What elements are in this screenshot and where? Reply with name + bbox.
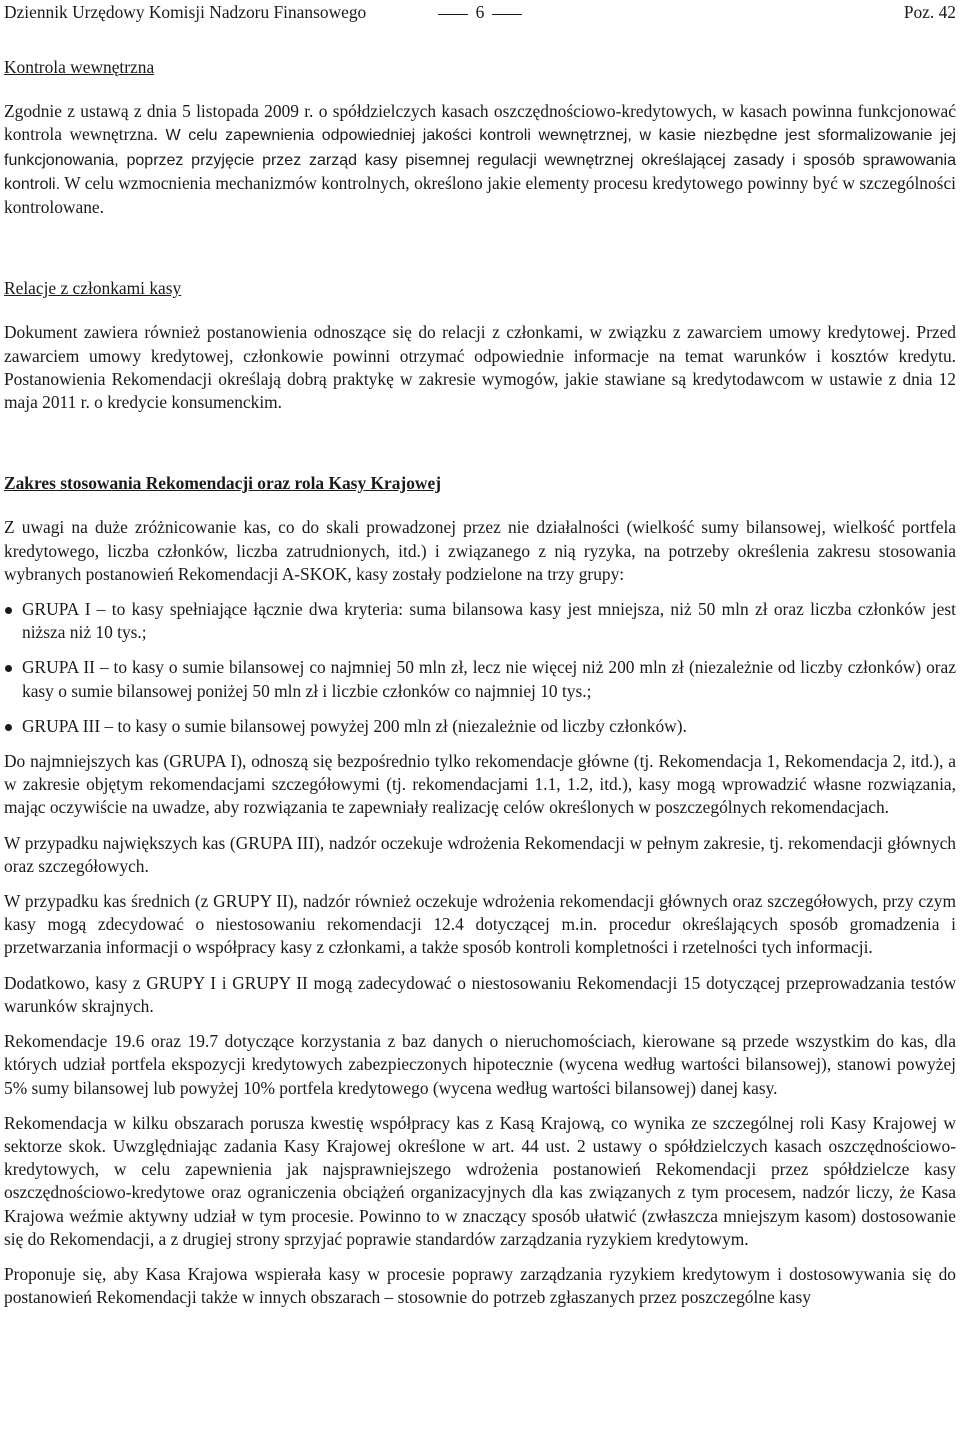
paragraph-kontrola-c: W celu wzmocnienia mechanizmów kontrolnych, określono jakie elementy procesu kredytowego powinny być w szczególności kontrolowane. bbox=[4, 172, 956, 218]
paragraph-kontrola-b: W celu zapewnienia odpowiedniej jakości kontroli wewnętrznej, w kasie niezbędne jest sformalizowanie jej funkcjonowania, poprzez przyjęcie przez zarząd kasy pisemnej regulacji wewnętrznej określającej zasady i sposób sprawowania kontroli. bbox=[4, 127, 956, 193]
group-text-2: GRUPA II – to kasy o sumie bilansowej co najmniej 50 mln zł, lecz nie więcej niż 200 mln zł (niezależnie od liczby członków) oraz kasy o sumie bilansowej poniżej 50 mln zł i liczbie członków co najmniej 10 tys.; bbox=[22, 657, 956, 701]
paragraph-relacje: Dokument zawiera również postanowienia odnoszące się do relacji z członkami, w związku z zawarciem umowy kredytowej. Przed zawarciem umowy kredytowej, członkowie powinni otrzymać odpowiednie informacje na temat warunków i kosztów kredytu. Postanowienia Rekomendacji określają dobrą praktykę w zakresie wymogów, jakie stawiane są kredytodawcom w ustawie z dnia 12 maja 2011 r. o kredycie konsumenckim. bbox=[4, 322, 956, 413]
paragraph-zakres-8: Proponuje się, aby Kasa Krajowa wspierała kasy w procesie poprawy zarządzania ryzykiem kredytowym i dostosowywania się do postanowień Rekomendacji także w innych obszarach – stosownie do potrzeb zgłaszanych przez poszczególne kasy bbox=[4, 1263, 956, 1308]
group-list bbox=[4, 598, 956, 738]
group-text-1: GRUPA I – to kasy spełniające łącznie dwa kryteria: suma bilansowa kasy jest mniejsza, niż 50 mln zł oraz liczba członków jest niższa niż 10 tys.; bbox=[22, 599, 956, 643]
group-item-3 bbox=[4, 715, 956, 738]
position-number: Poz. 42 bbox=[903, 2, 956, 22]
paragraph-kontrola bbox=[4, 100, 956, 219]
page-header bbox=[4, 0, 956, 24]
journal-title: Dziennik Urzędowy Komisji Nadzoru Finansowego bbox=[4, 2, 367, 22]
section-title-relacje: Relacje z członkami kasy bbox=[4, 278, 182, 299]
paragraph-zakres-4: W przypadku kas średnich (z GRUPY II), nadzór również oczekuje wdrożenia rekomendacji głównych oraz szczegółowych, przy czym kasy mogą zdecydować o niestosowaniu rekomendacji 12.4 dotyczącej m.in. procedur określających sposób gromadzenia i przetwarzania informacji o współpracy kasy z członkami, a także sposób kontroli kompletności i rzetelności tych informacji. bbox=[4, 891, 956, 958]
group-item-1 bbox=[4, 598, 956, 644]
paragraph-kontrola-a: Zgodnie z ustawą z dnia 5 listopada 2009 r. o spółdzielczych kasach oszczędnościowo-kredytowych, w kasach powinna funkcjonować kontrola wewnętrzna. bbox=[4, 101, 956, 145]
paragraph-zakres-intro: Z uwagi na duże zróżnicowanie kas, co do skali prowadzonej przez nie działalności (wielkość sumy bilansowej, wielkość portfela kredytowego, liczba członków, liczba zatrudnionych, itd.) i związanego z nią ryzyka, na potrzeby określenia zakresu stosowania wybranych postanowień Rekomendacji A-SKOK, kasy zostały podzielone na trzy grupy: bbox=[4, 517, 956, 584]
paragraph-zakres-5: Dodatkowo, kasy z GRUPY I i GRUPY II mogą zadecydować o niestosowaniu Rekomendacji 15 dotyczącej przeprowadzania testów warunków skrajnych. bbox=[4, 972, 956, 1016]
bullet-icon bbox=[5, 724, 12, 731]
paragraph-zakres-6: Rekomendacje 19.6 oraz 19.7 dotyczące korzystania z baz danych o nieruchomościach, kierowane są przede wszystkim do kas, dla których udział portfela ekspozycji kredytowych zabezpieczonych hipotecznie (wycena według wartości bilansowej), stanowi powyżej 5% sumy bilansowej lub powyżej 10% portfela kredytowego (wycena według wartości bilansowej) danej kasy. bbox=[4, 1031, 956, 1098]
paragraph-zakres-3: W przypadku największych kas (GRUPA III), nadzór oczekuje wdrożenia Rekomendacji w pełnym zakresie, tj. rekomendacji głównych oraz szczegółowych. bbox=[4, 832, 956, 876]
dash-right bbox=[492, 14, 522, 15]
paragraph-zakres-7: Rekomendacja w kilku obszarach porusza kwestię współpracy kas z Kasą Krajową, co wynika ze szczególnej roli Kasy Krajowej w sektorze skok. Uwzględniając zadania Kasy Krajowej określone w art. 44 ust. 2 ustawy o spółdzielczych kasach oszczędnościowo-kredytowych, w celu zapewnienia jak najsprawniejszego wdrożenia postanowień Rekomendacji przez spółdzielcze kasy oszczędnościowo-kredytowe oraz ograniczenia obciążeń organizacyjnych dla kas związanych z tym procesem, nadzór liczy, że Kasa Krajowa weźmie aktywny udział w tym procesie. Powinno to w znaczący sposób ułatwić (zwłaszcza mniejszym kasom) dostosowanie się do Rekomendacji, a z drugiej strony sprzyjać poprawie standardów zarządzania ryzykiem kredytowym. bbox=[4, 1112, 956, 1249]
paragraph-zakres-2: Do najmniejszych kas (GRUPA I), odnoszą się bezpośrednio tylko rekomendacje główne (tj. Rekomendacja 1, Rekomendacja 2, itd.), a w zakresie objętym rekomendacjami szczegółowymi (tj. rekomendacjami 1.1, 1.2, itd.), kasy mogą wprowadzić własne rozwiązania, mając oczywiście na uwadze, aby rozwiązania te zapewniały realizację celów określonych w poszczególnych rekomendacjach. bbox=[4, 751, 956, 818]
document-content bbox=[4, 56, 956, 1309]
dash-left bbox=[438, 14, 468, 15]
group-item-2 bbox=[4, 656, 956, 702]
group-text-3: GRUPA III – to kasy o sumie bilansowej powyżej 200 mln zł (niezależnie od liczby członków). bbox=[22, 715, 687, 736]
bullet-icon bbox=[5, 607, 12, 614]
page-number-wrap bbox=[4, 0, 956, 24]
page-number: 6 bbox=[475, 2, 485, 22]
bullet-icon bbox=[5, 665, 12, 672]
section-title-kontrola: Kontrola wewnętrzna bbox=[4, 57, 155, 77]
section-title-zakres: Zakres stosowania Rekomendacji oraz rola Kasy Krajowej bbox=[4, 473, 441, 494]
